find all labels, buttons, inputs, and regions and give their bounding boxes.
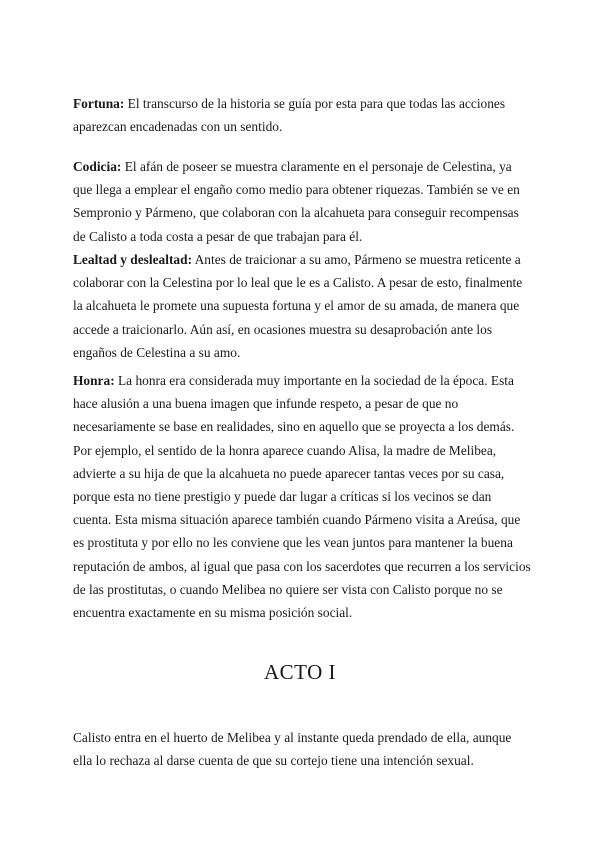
text-line: de las prostitutas, o cuando Melibea no quiere ser vista con Calisto porque no se [73,581,503,597]
text-line: Lealtad y deslealtad: Antes de traicionar a su amo, Pármeno se muestra reticente a [73,252,521,267]
text-line: reputación de ambos, al igual que pasa con los sacerdotes que recurren a los servicios [73,558,531,574]
text-line: necesariamente se base en realidades, sino en aquello que se proyecta a los demás. [73,419,515,435]
term-lealtad: Lealtad y deslealtad: [73,252,193,267]
paragraph-acto-summary [73,726,531,772]
text-line: accede a traicionarlo. Aún así, en ocasiones muestra su desaprobación ante los [73,321,493,337]
section-heading: ACTO I [263,660,337,684]
text-line: encuentra exactamente en su misma posición social. [73,605,353,621]
text-line: Calisto entra en el huerto de Melibea y al instante queda prendado de ella, aunque [73,730,512,745]
text-line: de Calisto a toda costa a pesar de que trabajan para él. [73,228,363,244]
text-line: la alcahueta le promete una supuesta fortuna y el amor de su amada, de manera que [73,298,520,314]
text-line: Honra: La honra era considerada muy importante en la sociedad de la época. Esta [73,373,514,388]
paragraph-fortuna [73,92,531,138]
text-line: Por ejemplo, el sentido de la honra aparece cuando Alisa, la madre de Melibea, [73,442,497,458]
term-honra: Honra: [73,373,115,388]
text-line: aparezcan encadenadas con un sentido. [73,119,283,135]
text-line: porque esta no tiene prestigio y puede dar lugar a críticas si los vecinos se dan [73,489,492,505]
text-line: que llega a emplear el engaño como medio para obtener riquezas. También se ve en [73,182,520,198]
paragraph-codicia [73,155,531,248]
text-line: colaborar con la Celestina por lo leal que le es a Calisto. A pesar de esto, finalmente [73,275,523,291]
paragraph-honra [73,369,531,624]
text-line: ella lo rechaza al darse cuenta de que su cortejo tiene una intención sexual. [73,753,474,769]
text-line: Codicia: El afán de poseer se muestra claramente en el personaje de Celestina, ya [73,159,512,174]
text-line: Fortuna: El transcurso de la historia se guía por esta para que todas las acciones [73,96,506,111]
text-line: Sempronio y Pármeno, que colaboran con la alcahueta para conseguir recompensas [73,205,519,221]
text-line: cuenta. Esta misma situación aparece también cuando Pármeno visita a Areúsa, que [73,512,521,528]
text-line: advierte a su hija de que la alcahueta no puede aparecer tantas veces por su casa, [73,465,505,481]
paragraph-lealtad [73,248,531,364]
text-line: hace alusión a una buena imagen que infunde respeto, a pesar de que no [73,396,459,412]
term-codicia: Codicia: [73,159,122,174]
text-line: es prostituta y por ello no les conviene que les vean juntos para mantener la buena [73,535,513,551]
text-line: engaños de Celestina a su amo. [73,344,241,360]
term-fortuna: Fortuna: [73,96,125,111]
